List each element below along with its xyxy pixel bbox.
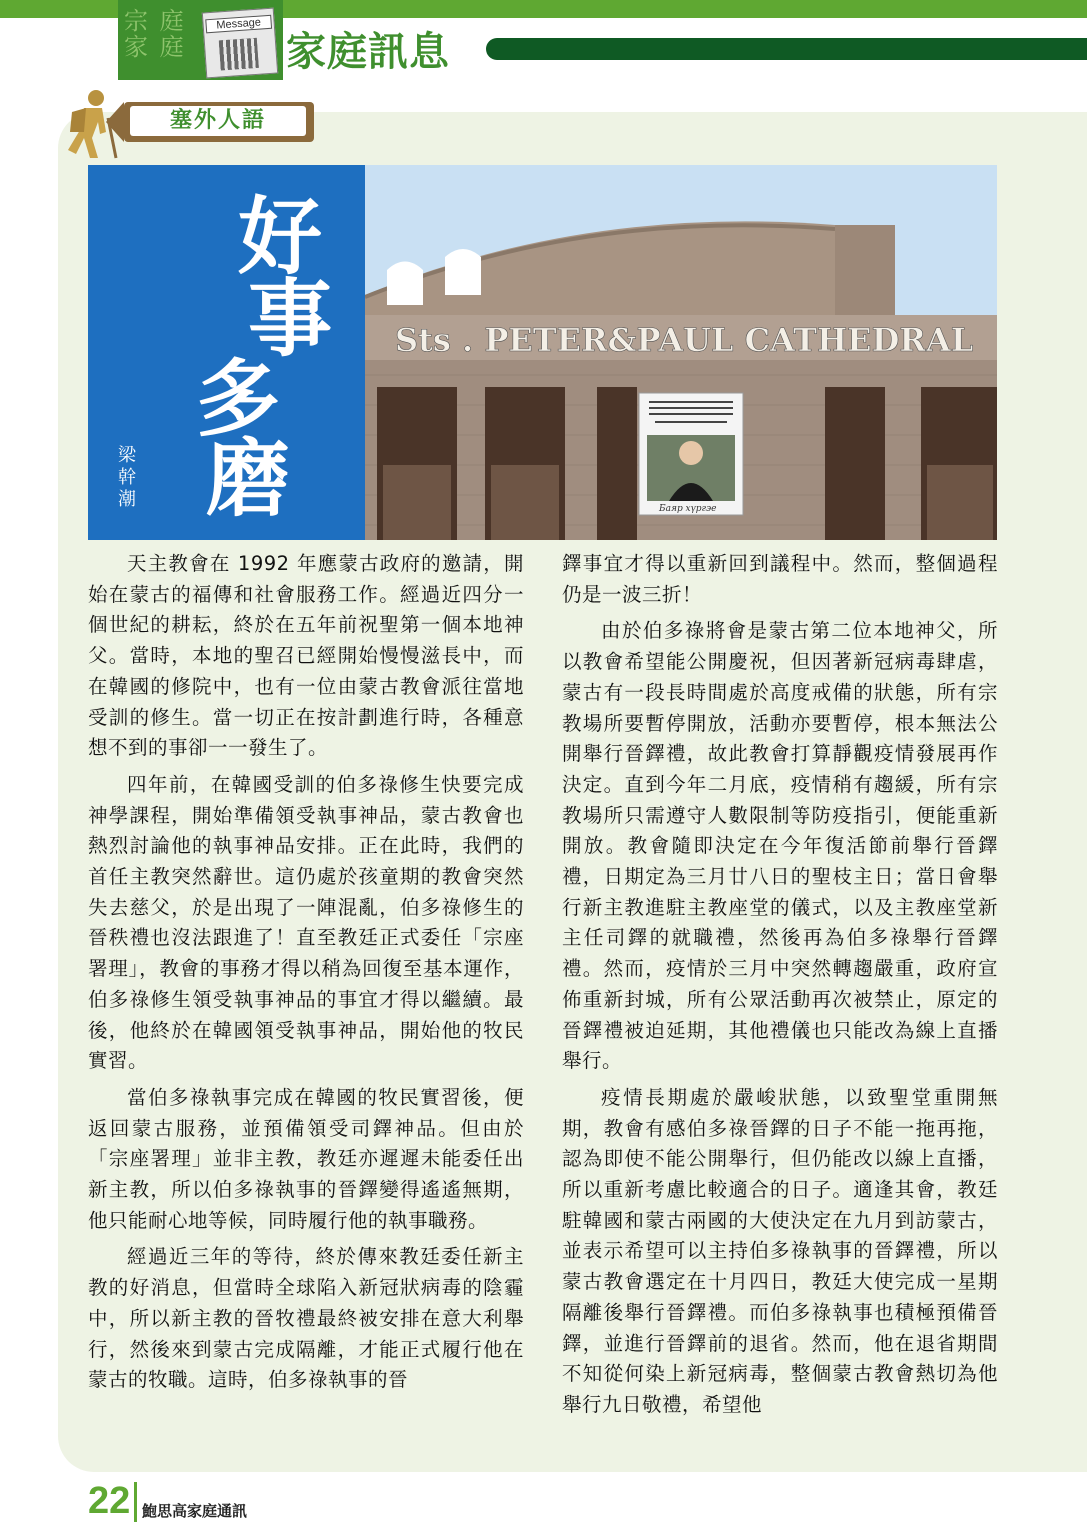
column-tag-text: 塞外人語 — [130, 106, 306, 136]
banner-caption: Баяр хүргэе — [659, 504, 717, 514]
paragraph-continued: 鐸事宜才得以重新回到議程中。然而，整個過程仍是一波三折！ — [562, 552, 998, 606]
paragraph: 當伯多祿執事完成在韓國的牧民實習後，便返回蒙古服務，並預備領受司鐸神品。但由於「宗座署理」並非主教，教廷亦遲遲未能委任出新主教，所以伯多祿執事的晉鐸變得遙遙無期，他只能耐心地等候，同時履行他的執事職務。 — [88, 1085, 524, 1232]
paragraph: 疫情長期處於嚴峻狀態，以致聖堂重開無期，教會有感伯多祿晉鐸的日子不能一拖再拖，認為即使不能公開舉行，但仍能改以線上直播，所以重新考慮比較適合的日子。適逢其會，教廷駐韓國和蒙古兩國的大使決定在九月到訪蒙古，並表示希望可以主持伯多祿執事的晉鐸禮，所以蒙古教會選定在十月四日，教廷大使完成一星期隔離後舉行晉鐸禮。而伯多祿執事也積極預備晉鐸，並進行晉鐸前的退省。然而，他在退省期間不知從何染上新冠病毒，整個蒙古教會熱切為他舉行九日敬禮，希望他 — [562, 1085, 998, 1416]
title-char-2: 事 — [248, 269, 333, 368]
cathedral-photo — [365, 165, 997, 540]
article-title-block — [88, 165, 365, 540]
footer-rule — [134, 1482, 137, 1522]
header-rule — [486, 38, 1087, 60]
page-number: 22 — [88, 1480, 131, 1522]
message-card-icon — [202, 8, 278, 79]
title-char-1: 好 — [238, 187, 323, 286]
column-tag-label — [124, 102, 314, 142]
title-char-3: 多 — [196, 349, 281, 448]
paragraph: 天主教會在 1992 年應蒙古政府的邀請，開始在蒙古的福傳和社會服務工作。經過近四分一個世紀的耕耘，終於在五年前祝聖第一個本地神父。當時，本地的聖召已經開始慢慢滋長中，而在韓國的修院中，也有一位由蒙古教會派往當地受訓的修生。當一切正在按計劃進行時，各種意想不到的事卻一一發生了。 — [88, 552, 524, 760]
body-column-right — [562, 549, 998, 1427]
message-label: Message — [205, 15, 272, 34]
paragraph: 四年前，在韓國受訓的伯多祿修生快要完成神學課程，開始準備領受執事神品，蒙古教會也熱烈討論他的執事神品安排。正在此時，我們的首任主教突然辭世。這仍處於孩童期的教會突然失去慈父，於是出現了一陣混亂，伯多祿修生的晉秩禮也沒法跟進了！直至教廷正式委任「宗座署理」，教會的事務才得以稍為回復至基本運作，伯多祿修生領受執事神品的事宜才得以繼續。最後，他終於在韓國領受執事神品，開始他的牧民實習。 — [88, 772, 524, 1073]
paragraph: 經過近三年的等待，終於傳來教廷委任新主教的好消息，但當時全球陷入新冠狀病毒的陰霾中，所以新主教的晉牧禮最終被安排在意大利舉行，然後來到蒙古完成隔離，才能正式履行他在蒙古的牧職。這時，伯多祿執事的晉 — [88, 1245, 524, 1392]
body-column-left — [88, 549, 524, 1402]
title-char-4: 磨 — [206, 429, 291, 528]
brand-logo — [118, 0, 283, 80]
author-name: 梁幹潮 — [118, 445, 136, 510]
qr-code-icon — [219, 38, 259, 71]
section-title: 家庭訊息 — [286, 29, 450, 75]
publication-name: 鮑思高家庭通訊 — [142, 1502, 248, 1520]
paragraph: 由於伯多祿將會是蒙古第二位本地神父，所以教會希望能公開慶祝，但因著新冠病毒肆虐，蒙古有一段長時間處於高度戒備的狀態，所有宗教場所要暫停開放，活動亦要暫停，根本無法公開舉行晉鐸禮，故此教會打算靜觀疫情發展再作決定。直到今年二月底，疫情稍有趨緩，所有宗教場所只需遵守人數限制等防疫指引，便能重新開放。教會隨即決定在今年復活節前舉行晉鐸禮，日期定為三月廿八日的聖枝主日；當日會舉行新主教進駐主教座堂的儀式，以及主教座堂新主任司鐸的就職禮，然後再為伯多祿舉行晉鐸禮。然而，疫情於三月中突然轉趨嚴重，政府宣佈重新封城，所有公眾活動再次被禁止，原定的晉鐸禮被迫延期，其他禮儀也只能改為線上直播舉行。 — [562, 619, 998, 1073]
brand-watermark: 宗 庭 家 庭 — [124, 7, 186, 61]
cathedral-sign-text: Sts . PETER&PAUL CATHEDRAL — [395, 321, 974, 359]
